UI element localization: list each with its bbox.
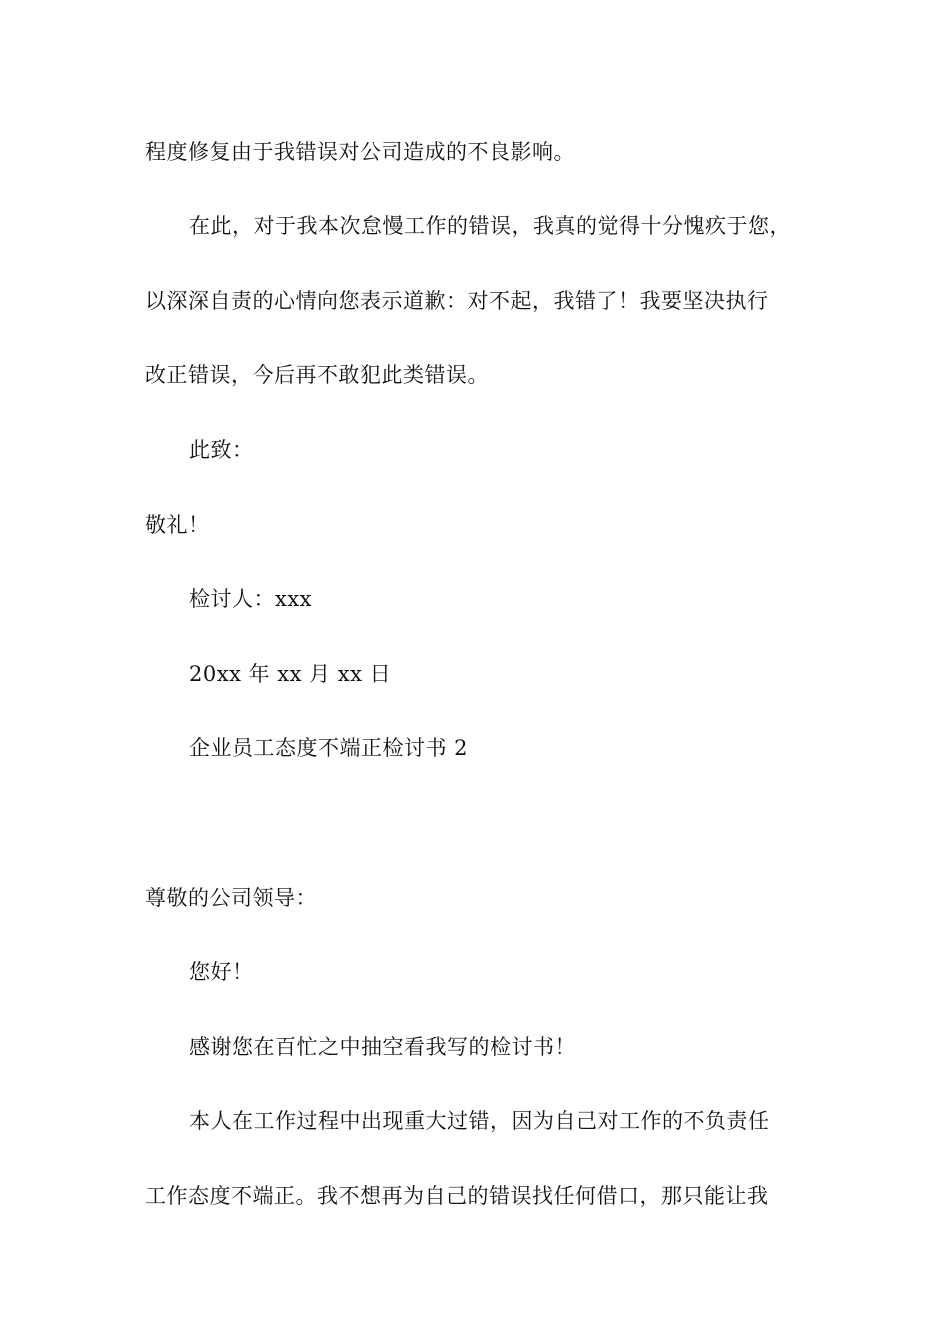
paragraph-line: 本人在工作过程中出现重大过错，因为自己对工作的不负责任 — [189, 1109, 770, 1133]
greeting: 尊敬的公司领导： — [145, 886, 317, 910]
paragraph-line: 程度修复由于我错误对公司造成的不良影响。 — [145, 140, 575, 164]
section-title: 企业员工态度不端正检讨书 2 — [189, 736, 469, 760]
paragraph-line: 感谢您在百忙之中抽空看我写的检讨书！ — [189, 1035, 576, 1059]
date-line: 20xx 年 xx 月 xx 日 — [189, 662, 392, 686]
closing-phrase: 此致： — [189, 438, 254, 462]
salutation-closing: 敬礼！ — [145, 513, 210, 537]
paragraph-line: 在此，对于我本次怠慢工作的错误，我真的觉得十分愧疚于您， — [189, 214, 791, 238]
paragraph-line: 工作态度不端正。我不想再为自己的错误找任何借口，那只能让我 — [145, 1184, 769, 1208]
paragraph-line: 改正错误，今后再不敢犯此类错误。 — [145, 363, 489, 387]
paragraph-line: 以深深自责的心情向您表示道歉：对不起，我错了！我要坚决执行 — [145, 289, 769, 313]
signature-line: 检讨人：xxx — [189, 587, 313, 611]
greeting-line: 您好！ — [189, 960, 254, 984]
